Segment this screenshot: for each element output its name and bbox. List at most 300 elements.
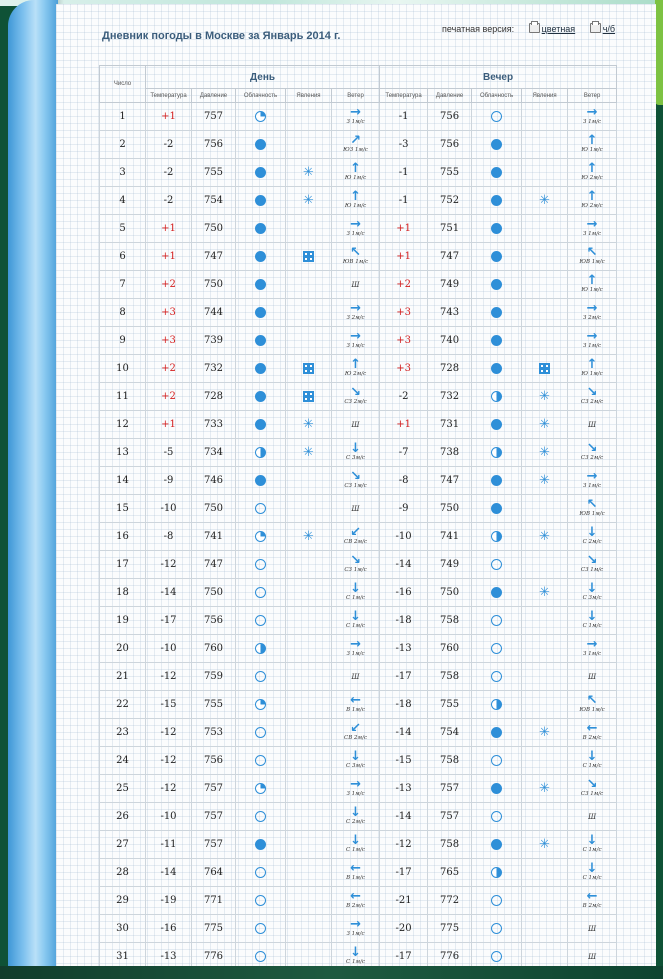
day-phenomena-cell [286,131,332,159]
day-cloud-cell [236,635,286,663]
wind-text: С 1м/с [346,847,365,853]
wind-arrow-icon: ↓ [350,945,361,960]
wind-text: С 1м/с [582,763,602,769]
table-row [100,719,617,747]
table-row [100,831,617,859]
evening-cloud-cell [472,775,522,803]
day-cloud-cell [236,607,286,635]
day-phenomena-cell [286,383,332,411]
evening-temp-cell: +3 [380,327,428,355]
evening-pressure-cell: 758 [428,831,472,859]
day-phenomena-cell [286,327,332,355]
cloud-clear-icon [255,587,266,598]
evening-temp-cell: +3 [380,299,428,327]
evening-cloud-cell [472,495,522,523]
table-row [100,271,617,299]
print-bw-link[interactable]: ч/б [602,24,616,34]
day-temp-cell: -8 [146,523,192,551]
date-cell: 20 [100,635,146,663]
day-cloud-cell [236,299,286,327]
cloud-overcast-icon [491,475,502,486]
wind-text: Ю 1м/с [344,203,367,209]
day-pressure-cell: 750 [192,495,236,523]
cloud-partly-cloudy-icon [255,643,266,654]
day-cloud-cell [236,719,286,747]
day-wind-cell [332,439,380,467]
day-temp-header: Температура [146,89,192,103]
day-temp-cell: -2 [146,187,192,215]
evening-wind-cell [568,747,617,775]
evening-pressure-cell: 750 [428,495,472,523]
day-temp-cell: -19 [146,887,192,915]
day-cloud-cell [236,411,286,439]
evening-temp-cell: -13 [380,775,428,803]
evening-wind-cell [568,579,617,607]
cloud-clear-icon [491,615,502,626]
wind-calm: Ш [588,925,597,933]
cloud-clear-icon [255,895,266,906]
evening-temp-cell: -1 [380,187,428,215]
evening-wind-cell [568,159,617,187]
day-pressure-cell: 741 [192,523,236,551]
evening-wind-cell [568,243,617,271]
day-header: День [146,66,380,89]
evening-cloud-cell [472,831,522,859]
day-phenomena-header: Явления [286,89,332,103]
wind-calm: Ш [588,673,597,681]
evening-cloud-cell [472,355,522,383]
day-phenomena-cell [286,187,332,215]
wind-arrow-icon: → [350,217,361,232]
cloud-clear-icon [491,895,502,906]
day-pressure-cell: 757 [192,831,236,859]
table-row [100,691,617,719]
cloud-few-clouds-icon [255,699,266,710]
evening-pressure-cell: 755 [428,159,472,187]
day-pressure-cell: 750 [192,215,236,243]
table-row [100,299,617,327]
table-row [100,579,617,607]
wind-text: Ю 1м/с [581,147,603,153]
wind-text: В 1м/с [346,875,365,881]
date-cell: 30 [100,915,146,943]
day-phenomena-cell [286,215,332,243]
date-cell: 22 [100,691,146,719]
day-phenomena-cell [286,635,332,663]
evening-temp-cell: -7 [380,439,428,467]
side-tab[interactable] [655,0,663,105]
day-phenomena-cell [286,691,332,719]
day-wind-cell [332,663,380,691]
evening-cloud-cell [472,271,522,299]
cloud-clear-icon [491,671,502,682]
cloud-overcast-icon [255,335,266,346]
table-row [100,915,617,943]
cloud-clear-icon [491,951,502,962]
evening-wind-cell [568,271,617,299]
cloud-clear-icon [491,755,502,766]
evening-pressure-cell: 757 [428,775,472,803]
wind-calm: Ш [351,281,360,289]
evening-temp-cell: -17 [380,663,428,691]
evening-phenomena-cell [522,551,568,579]
evening-phenomena-cell [522,467,568,495]
cloud-overcast-icon [255,307,266,318]
day-phenomena-cell [286,299,332,327]
evening-temp-cell: -15 [380,747,428,775]
wind-arrow-icon: ↓ [350,833,361,848]
date-cell: 27 [100,831,146,859]
wind-arrow-icon: ↘ [586,553,598,568]
evening-phenomena-cell [522,411,568,439]
day-phenomena-cell [286,607,332,635]
table-row [100,803,617,831]
cloud-overcast-icon [255,139,266,150]
evening-wind-cell [568,355,617,383]
day-cloud-cell [236,495,286,523]
wind-arrow-icon: → [586,469,598,484]
day-phenomena-cell [286,663,332,691]
day-phenomena-cell [286,915,332,943]
cloud-few-clouds-icon [255,111,266,122]
evening-temp-cell: +3 [380,355,428,383]
wind-arrow-icon: → [350,917,361,932]
evening-pressure-cell: 743 [428,299,472,327]
wind-text: СЗ 2м/с [580,399,604,405]
table-row [100,355,617,383]
day-cloud-cell [236,747,286,775]
wind-text: З 1м/с [346,343,365,349]
evening-cloud-cell [472,299,522,327]
cloud-clear-icon [255,755,266,766]
day-temp-cell: -14 [146,859,192,887]
day-wind-cell [332,131,380,159]
wind-arrow-icon: ← [586,889,598,904]
evening-cloud-cell [472,215,522,243]
evening-cloud-cell [472,803,522,831]
table-row [100,327,617,355]
table-row [100,635,617,663]
evening-temp-cell: -1 [380,103,428,131]
cloud-overcast-icon [491,335,502,346]
wind-arrow-icon: ↑ [350,189,361,204]
evening-temp-cell: -18 [380,607,428,635]
table-row [100,607,617,635]
evening-phenomena-cell [522,383,568,411]
day-wind-cell [332,215,380,243]
wind-arrow-icon: → [350,301,361,316]
wind-text: З 1м/с [346,119,365,125]
evening-cloud-cell [472,551,522,579]
day-wind-cell [332,859,380,887]
rain-icon [303,251,314,262]
wind-arrow-icon: ↘ [350,553,361,568]
rain-icon [303,391,314,402]
wind-arrow-icon: ↓ [586,749,598,764]
wind-text: Ю 2м/с [581,175,603,181]
evening-phenomena-cell [522,355,568,383]
day-temp-cell: -12 [146,663,192,691]
evening-pressure-cell: 755 [428,691,472,719]
day-pressure-cell: 744 [192,299,236,327]
day-pressure-cell: 739 [192,327,236,355]
day-wind-cell [332,299,380,327]
evening-cloud-cell [472,747,522,775]
cloud-clear-icon [255,671,266,682]
day-temp-cell: -12 [146,775,192,803]
evening-pressure-cell: 756 [428,131,472,159]
day-cloud-cell [236,271,286,299]
wind-arrow-icon: ↑ [586,133,598,148]
date-cell: 1 [100,103,146,131]
day-cloud-cell [236,383,286,411]
wind-calm: Ш [351,673,360,681]
cloud-overcast-icon [255,223,266,234]
evening-phenomena-cell [522,439,568,467]
wind-arrow-icon: ↙ [350,721,361,736]
date-cell: 6 [100,243,146,271]
date-cell: 11 [100,383,146,411]
wind-text: З 1м/с [582,119,602,125]
weather-diary-table [99,65,617,971]
evening-temp-cell: -1 [380,159,428,187]
evening-pressure-cell: 756 [428,103,472,131]
snow-icon: ✳ [539,725,551,740]
date-cell: 9 [100,327,146,355]
wind-arrow-icon: ↑ [350,161,361,176]
wind-text: Ю 1м/с [581,287,603,293]
cloud-partly-cloudy-icon [491,447,502,458]
cloud-clear-icon [255,727,266,738]
day-pressure-cell: 747 [192,243,236,271]
evening-phenomena-cell [522,915,568,943]
cloud-overcast-icon [255,839,266,850]
snow-icon: ✳ [303,417,314,432]
day-pressure-cell: 757 [192,775,236,803]
wind-arrow-icon: ↑ [586,189,598,204]
wind-text: З 1м/с [582,483,602,489]
wind-text: С 1м/с [582,623,602,629]
evening-phenomena-cell [522,859,568,887]
evening-wind-cell [568,663,617,691]
evening-phenomena-cell [522,831,568,859]
diary-rows [100,103,617,971]
wind-arrow-icon: ↖ [586,497,598,512]
print-color-link[interactable]: цветная [541,24,576,34]
day-temp-cell: +1 [146,243,192,271]
day-wind-cell [332,775,380,803]
day-phenomena-cell [286,355,332,383]
cloud-clear-icon [255,811,266,822]
evening-phenomena-cell [522,159,568,187]
evening-temp-cell: -17 [380,943,428,971]
wind-text: З 1м/с [346,651,365,657]
day-cloud-cell [236,915,286,943]
wind-text: Ю 1м/с [581,371,603,377]
snow-icon: ✳ [539,837,551,852]
wind-calm: Ш [351,421,360,429]
evening-pressure-cell: 740 [428,327,472,355]
table-row [100,495,617,523]
day-pressure-cell: 728 [192,383,236,411]
evening-pressure-cell: 757 [428,803,472,831]
wind-arrow-icon: → [350,637,361,652]
wind-calm: Ш [351,505,360,513]
wind-arrow-icon: ↓ [586,609,598,624]
evening-phenomena-cell [522,635,568,663]
snow-icon: ✳ [539,529,551,544]
snow-icon: ✳ [539,445,551,460]
evening-wind-cell [568,439,617,467]
cloud-few-clouds-icon [255,783,266,794]
day-pressure-cell: 776 [192,943,236,971]
cloud-partly-cloudy-icon [491,391,502,402]
evening-wind-cell [568,383,617,411]
day-temp-cell: -12 [146,747,192,775]
day-cloud-cell [236,887,286,915]
evening-pressure-cell: 749 [428,271,472,299]
day-wind-cell [332,803,380,831]
day-pressure-cell: 771 [192,887,236,915]
day-phenomena-cell [286,831,332,859]
wind-arrow-icon: ↖ [586,245,598,260]
wind-text: З 1м/с [346,231,365,237]
snow-icon: ✳ [303,193,314,208]
wind-text: ЮЗ 1м/с [343,147,368,153]
day-temp-cell: -2 [146,131,192,159]
evening-wind-cell [568,859,617,887]
snow-icon: ✳ [539,193,551,208]
wind-arrow-icon: ← [350,861,361,876]
evening-phenomena-header: Явления [522,89,568,103]
cloud-overcast-icon [491,223,502,234]
day-wind-cell [332,523,380,551]
notebook-page [56,4,656,966]
wind-arrow-icon: → [350,777,361,792]
day-phenomena-cell [286,467,332,495]
day-wind-header: Ветер [332,89,380,103]
table-row [100,383,617,411]
evening-cloud-cell [472,103,522,131]
day-pressure-cell: 759 [192,663,236,691]
day-cloud-cell [236,691,286,719]
cloud-overcast-icon [491,363,502,374]
day-pressure-cell: 764 [192,859,236,887]
day-phenomena-cell [286,579,332,607]
wind-arrow-icon: → [586,105,598,120]
cloud-overcast-icon [491,727,502,738]
wind-text: СВ 2м/с [344,539,368,545]
day-wind-cell [332,187,380,215]
wind-arrow-icon: ↓ [586,525,598,540]
wind-text: С 1м/с [582,875,602,881]
day-phenomena-cell [286,495,332,523]
table-row [100,663,617,691]
date-cell: 23 [100,719,146,747]
cloud-overcast-icon [491,419,502,430]
cloud-partly-cloudy-icon [491,531,502,542]
day-temp-cell: -2 [146,159,192,187]
evening-wind-cell [568,691,617,719]
evening-wind-cell [568,775,617,803]
wind-text: С 1м/с [582,847,602,853]
cloud-partly-cloudy-icon [491,699,502,710]
wind-text: Ю 2м/с [581,203,603,209]
table-row [100,747,617,775]
snow-icon: ✳ [303,529,314,544]
wind-text: ЮВ 1м/с [579,511,605,517]
day-wind-cell [332,271,380,299]
day-temp-cell: +1 [146,411,192,439]
day-pressure-cell: 757 [192,803,236,831]
evening-pressure-cell: 752 [428,187,472,215]
day-phenomena-cell [286,859,332,887]
day-wind-cell [332,411,380,439]
cloud-overcast-icon [491,251,502,262]
day-wind-cell [332,243,380,271]
day-pressure-cell: 757 [192,103,236,131]
day-cloud-cell [236,831,286,859]
day-cloud-cell [236,327,286,355]
evening-cloud-cell [472,663,522,691]
day-pressure-cell: 775 [192,915,236,943]
day-pressure-cell: 732 [192,355,236,383]
day-temp-cell: -10 [146,803,192,831]
day-wind-cell [332,747,380,775]
evening-cloud-cell [472,383,522,411]
date-cell: 5 [100,215,146,243]
wind-calm: Ш [588,421,597,429]
day-wind-cell [332,579,380,607]
evening-pressure-cell: 738 [428,439,472,467]
evening-pressure-cell: 749 [428,551,472,579]
day-pressure-cell: 750 [192,579,236,607]
day-cloud-cell [236,215,286,243]
evening-phenomena-cell [522,663,568,691]
evening-temp-cell: -14 [380,803,428,831]
cloud-overcast-icon [491,195,502,206]
day-cloud-cell [236,579,286,607]
cloud-overcast-icon [255,391,266,402]
wind-text: С 3м/с [582,595,602,601]
notebook-spine [8,0,58,966]
cloud-clear-icon [255,867,266,878]
day-pressure-header: Давление [192,89,236,103]
wind-arrow-icon: ← [350,889,361,904]
day-cloud-cell [236,803,286,831]
day-wind-cell [332,831,380,859]
cloud-partly-cloudy-icon [255,447,266,458]
evening-wind-cell [568,915,617,943]
evening-phenomena-cell [522,719,568,747]
evening-cloud-cell [472,887,522,915]
day-wind-cell [332,159,380,187]
day-pressure-cell: 734 [192,439,236,467]
wind-text: ЮВ 1м/с [579,707,605,713]
cloud-overcast-icon [491,167,502,178]
evening-pressure-cell: 765 [428,859,472,887]
evening-cloud-header: Облачность [472,89,522,103]
evening-cloud-cell [472,187,522,215]
evening-wind-cell [568,327,617,355]
wind-text: В 2м/с [346,903,365,909]
cloud-partly-cloudy-icon [491,867,502,878]
day-temp-cell: -13 [146,943,192,971]
wind-text: ЮВ 1м/с [579,259,605,265]
print-label: печатная версия: [442,24,515,34]
day-phenomena-cell [286,159,332,187]
wind-text: С 2м/с [346,819,365,825]
